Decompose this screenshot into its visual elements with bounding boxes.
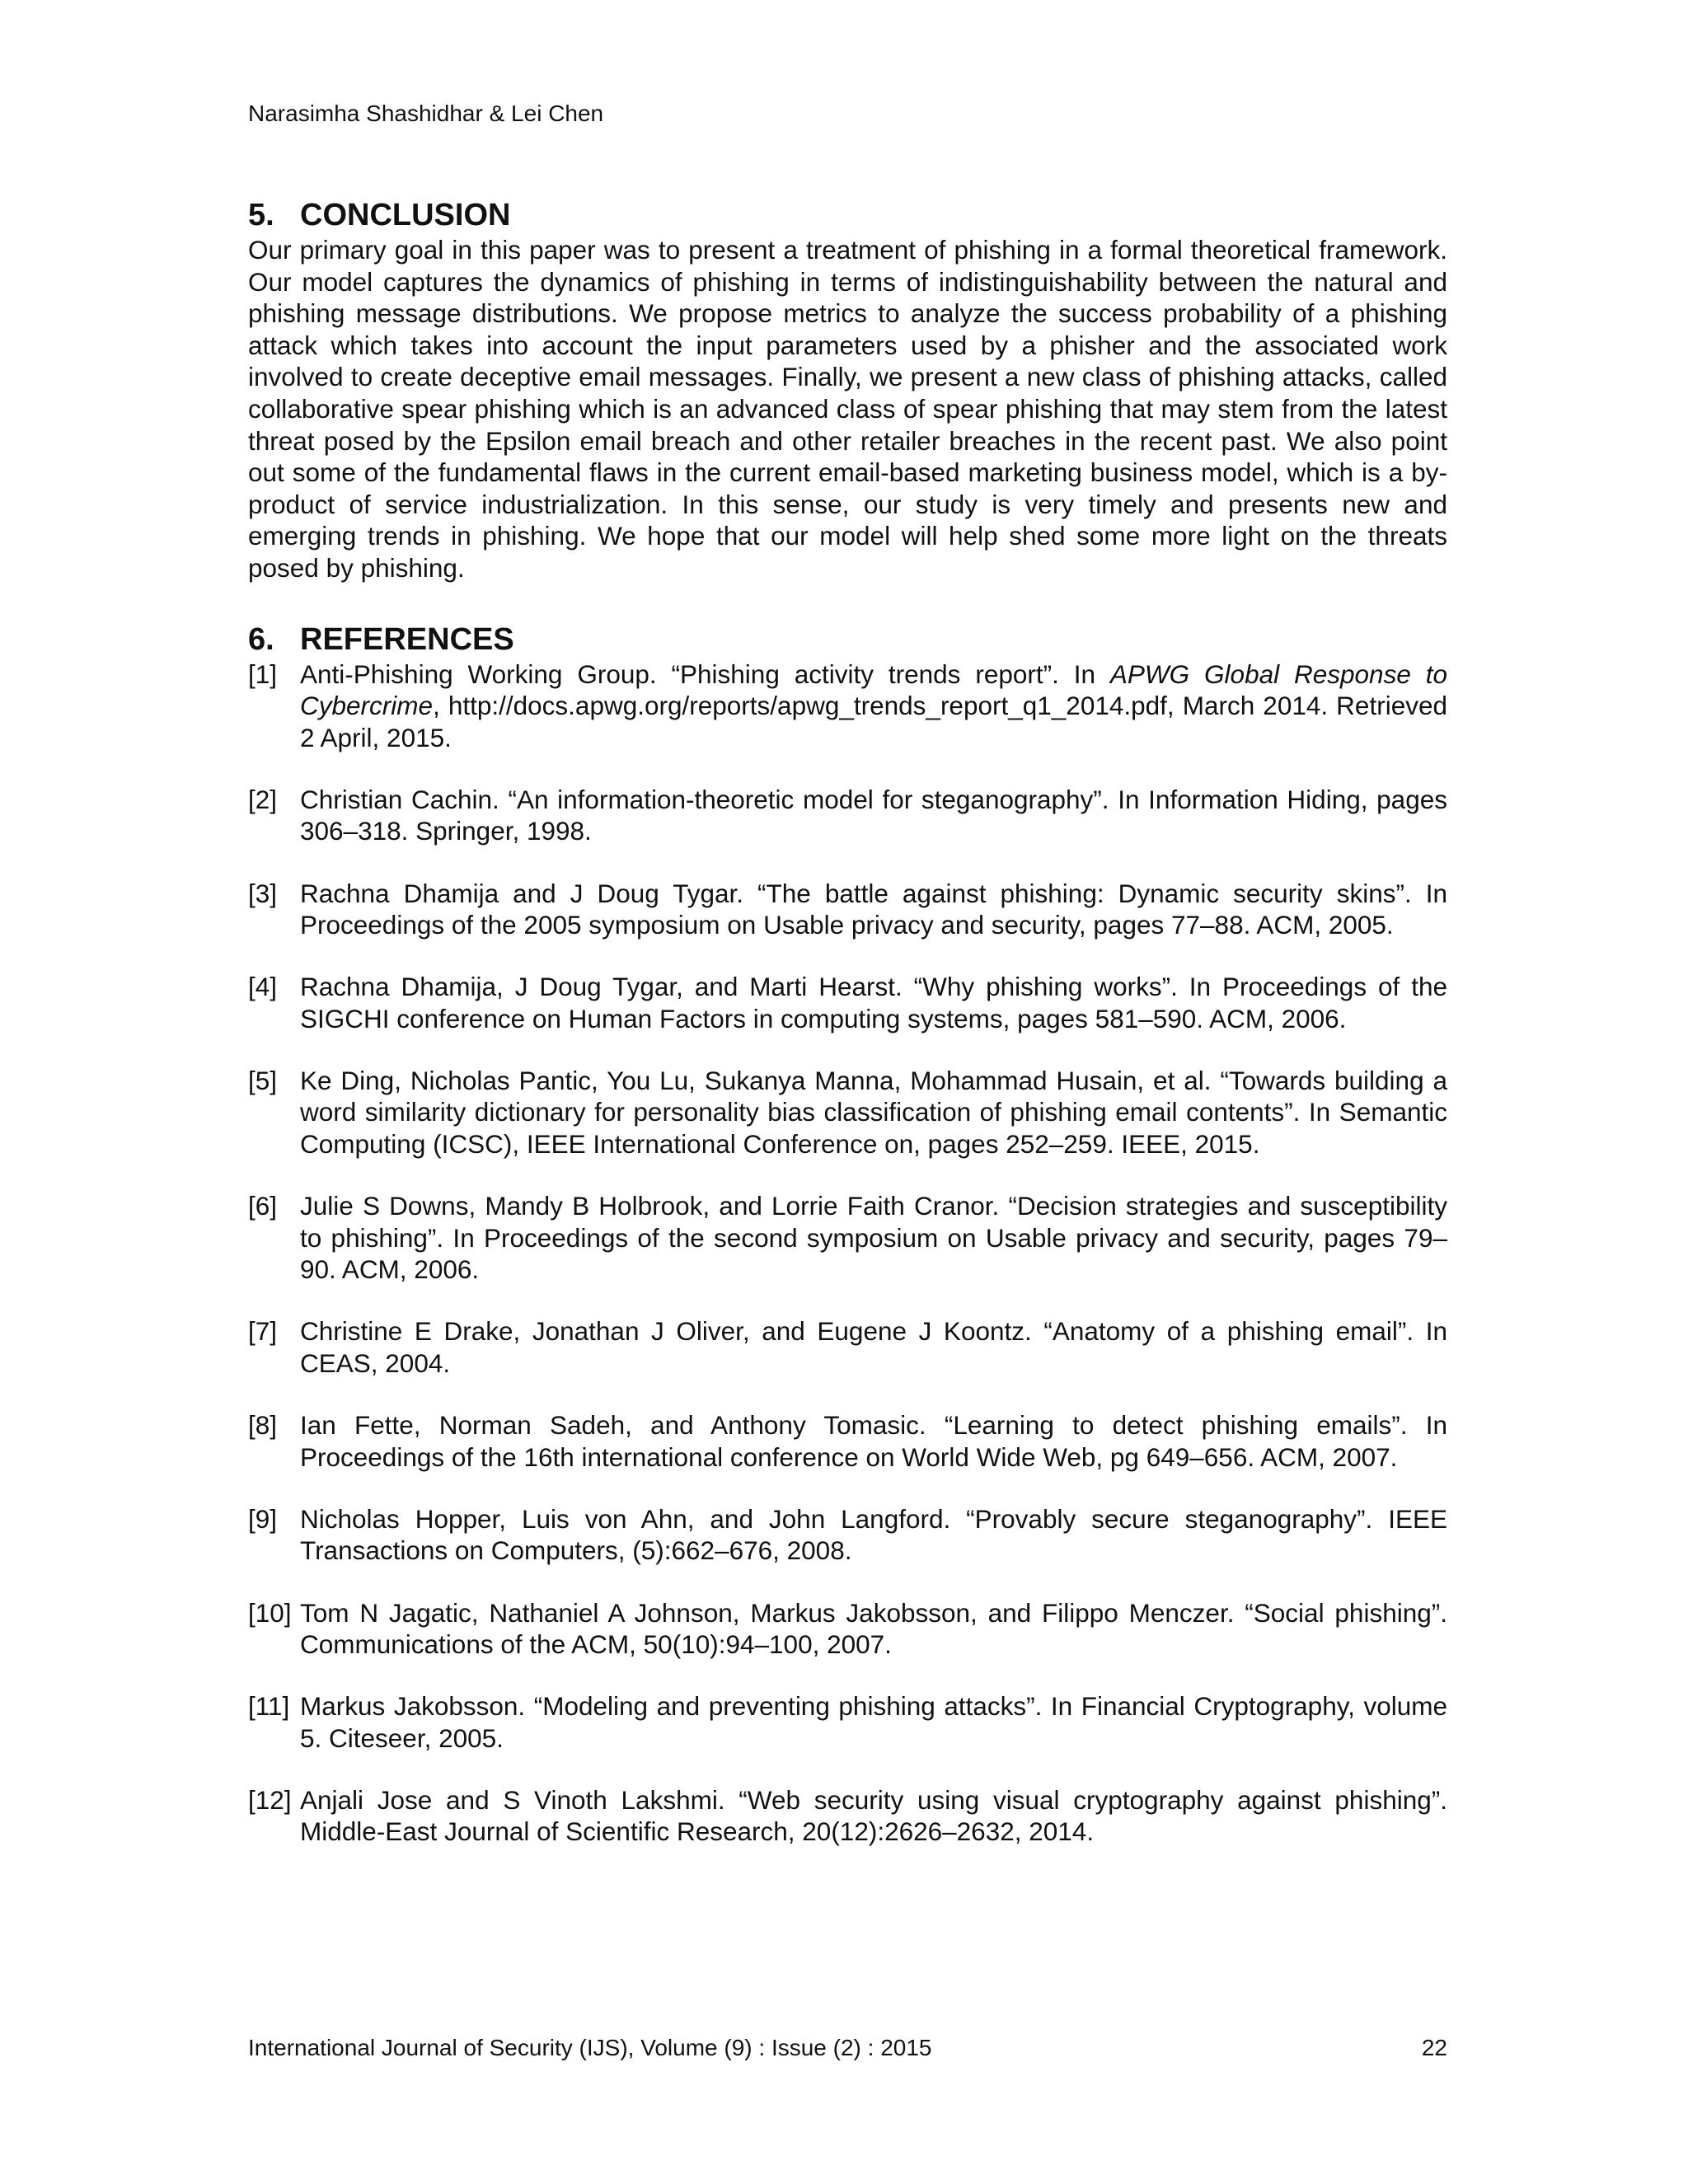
reference-text: Ke Ding, Nicholas Pantic, You Lu, Sukanya Manna, Mohammad Husain, et al. “Towards building a word similarity dictionary for personality bias classification of phishing email contents”. In Semantic Computing (ICSC), IEEE International Conference on, pages 252–259. IEEE, 2015. bbox=[300, 1065, 1447, 1160]
reference-number: [7] bbox=[248, 1316, 278, 1347]
reference-list bbox=[248, 658, 1447, 1849]
reference-number: [8] bbox=[248, 1410, 278, 1441]
reference-item bbox=[248, 1190, 1447, 1286]
references-heading bbox=[248, 621, 1447, 658]
reference-item bbox=[248, 1409, 1447, 1473]
references-number: 6. bbox=[248, 621, 274, 657]
reference-item bbox=[248, 1597, 1447, 1661]
reference-item bbox=[248, 1503, 1447, 1567]
reference-text: Nicholas Hopper, Luis von Ahn, and John Langford. “Provably secure steganography”. IEEE Transactions on Computers, (5):662–676, 2008. bbox=[300, 1503, 1447, 1566]
reference-item bbox=[248, 1065, 1447, 1160]
reference-text-tail: , http://docs.apwg.org/reports/apwg_trends_report_q1_2014.pdf, March 2014. Retrieved 2 April, 2015. bbox=[300, 691, 1447, 752]
reference-item bbox=[248, 658, 1447, 754]
reference-text: Ian Fette, Norman Sadeh, and Anthony Tomasic. “Learning to detect phishing emails”. In Proceedings of the 16th international conference on World Wide Web, pg 649–656. ACM, 2007. bbox=[300, 1410, 1447, 1472]
conclusion-heading bbox=[248, 196, 1447, 234]
reference-item bbox=[248, 1690, 1447, 1754]
reference-item bbox=[248, 1315, 1447, 1379]
reference-number: [9] bbox=[248, 1503, 278, 1534]
reference-text: Anjali Jose and S Vinoth Lakshmi. “Web security using visual cryptography against phishing”. Middle-East Journal of Scientific Research, 20(12):2626–2632, 2014. bbox=[300, 1784, 1447, 1847]
reference-text: Julie S Downs, Mandy B Holbrook, and Lorrie Faith Cranor. “Decision strategies and susceptibility to phishing”. In Proceedings of the second symposium on Usable privacy and security, pages 79–90. ACM, 2006. bbox=[300, 1191, 1447, 1285]
reference-text: Anti-Phishing Working Group. “Phishing activity trends report”. In bbox=[300, 658, 1110, 689]
conclusion-section bbox=[248, 196, 1447, 584]
reference-item bbox=[248, 878, 1447, 941]
reference-number: [10] bbox=[248, 1597, 292, 1628]
running-head-authors: Narasimha Shashidhar & Lei Chen bbox=[248, 101, 604, 126]
reference-number: [11] bbox=[248, 1691, 290, 1722]
reference-text: Tom N Jagatic, Nathaniel A Johnson, Markus Jakobsson, and Filippo Menczer. “Social phishing”. Communications of the ACM, 50(10):94–100, 2007. bbox=[300, 1597, 1447, 1660]
page-number: 22 bbox=[1421, 2035, 1447, 2060]
reference-item bbox=[248, 971, 1447, 1034]
reference-text: Christine E Drake, Jonathan J Oliver, and Eugene J Koontz. “Anatomy of a phishing email”. In CEAS, 2004. bbox=[300, 1316, 1447, 1379]
conclusion-title: CONCLUSION bbox=[300, 198, 511, 232]
reference-venue-italic: APWG Global Response to Cybercrime bbox=[300, 658, 1447, 721]
references-title: REFERENCES bbox=[300, 621, 514, 657]
reference-number: [12] bbox=[248, 1784, 292, 1815]
reference-number: [2] bbox=[248, 784, 278, 814]
reference-item bbox=[248, 784, 1447, 847]
references-section bbox=[248, 621, 1447, 1849]
reference-item bbox=[248, 1784, 1447, 1848]
footer-journal: International Journal of Security (IJS), Volume (9) : Issue (2) : 2015 bbox=[248, 2035, 932, 2060]
reference-number: [3] bbox=[248, 878, 278, 908]
reference-text: Christian Cachin. “An information-theoretic model for steganography”. In Information Hiding, pages 306–318. Springer, 1998. bbox=[300, 784, 1447, 846]
reference-text: Rachna Dhamija and J Doug Tygar. “The battle against phishing: Dynamic security skins”. In Proceedings of the 2005 symposium on Usable privacy and security, pages 77–88. ACM, 2005. bbox=[300, 878, 1447, 940]
reference-number: [1] bbox=[248, 658, 278, 689]
reference-text: Markus Jakobsson. “Modeling and preventing phishing attacks”. In Financial Cryptography, volume 5. Citeseer, 2005. bbox=[300, 1691, 1447, 1753]
conclusion-number: 5. bbox=[248, 198, 274, 232]
reference-number: [5] bbox=[248, 1065, 278, 1095]
conclusion-paragraph: Our primary goal in this paper was to present a treatment of phishing in a formal theoretical framework. Our model captures the dynamics of phishing in terms of indistinguishability between the natural and phishing message distributions. We propose metrics to analyze the success probability of a phishing attack which takes into account the input parameters used by a phisher and the associated work involved to create deceptive email messages. Finally, we present a new class of phishing attacks, called collaborative spear phishing which is an advanced class of spear phishing that may stem from the latest threat posed by the Epsilon email breach and other retailer breaches in the recent past. We also point out some of the fundamental flaws in the current email-based marketing business model, which is a by-product of service industrialization. In this sense, our study is very timely and presents new and emerging trends in phishing. We hope that our model will help shed some more light on the threats posed by phishing. bbox=[248, 235, 1447, 583]
reference-text: Rachna Dhamija, J Doug Tygar, and Marti Hearst. “Why phishing works”. In Proceedings of the SIGCHI conference on Human Factors in computing systems, pages 581–590. ACM, 2006. bbox=[300, 972, 1447, 1033]
reference-number: [4] bbox=[248, 972, 278, 1002]
page-footer bbox=[248, 2033, 1447, 2063]
page-content bbox=[248, 196, 1447, 1848]
reference-number: [6] bbox=[248, 1191, 278, 1221]
